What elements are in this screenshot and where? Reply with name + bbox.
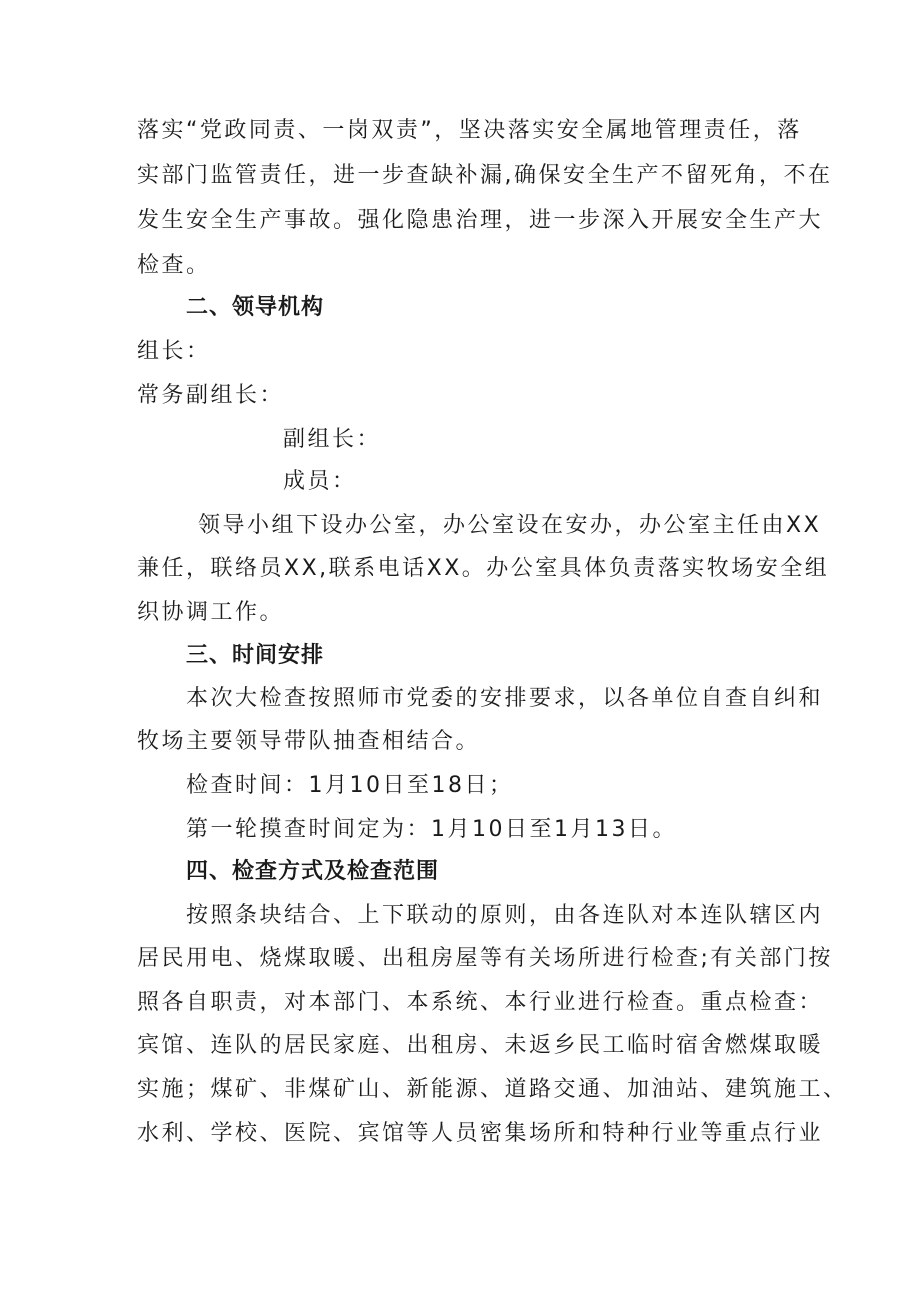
section-4-line-3: 照各自职责，对本部门、本系统、本行业进行检查。重点检查： (137, 990, 824, 1015)
first-round-time: 第一轮摸查时间定为：1月10日至1月13日。 (186, 817, 677, 842)
section-4-line-6: 水利、学校、医院、宾馆等人员密集场所和特种行业等重点行业 (137, 1121, 824, 1146)
group-leader-label: 组长： (137, 339, 211, 364)
deputy-leader-label: 副组长： (283, 427, 382, 452)
section-3-heading: 三、时间安排 (186, 643, 325, 668)
section-4-heading: 四、检查方式及检查范围 (186, 859, 440, 884)
intro-line-1: 落实“党政同责、一岗双责”，坚决落实安全属地管理责任，落 (137, 118, 802, 143)
section-4-line-5: 实施；煤矿、非煤矿山、新能源、道路交通、加油站、建筑施工、 (137, 1077, 848, 1102)
intro-line-3: 发生安全生产事故。强化隐患治理，进一步深入开展安全生产大 (137, 208, 824, 233)
section-4-line-1: 按照条块结合、上下联动的原则，由各连队对本连队辖区内 (186, 903, 824, 928)
section-4-line-2: 居民用电、烧煤取暖、出租房屋等有关场所进行检查;有关部门按 (137, 946, 833, 971)
section-2-heading: 二、领导机构 (186, 295, 325, 320)
members-label: 成员： (283, 469, 357, 494)
executive-deputy-leader-label: 常务副组长： (137, 383, 285, 408)
section-4-line-4: 宾馆、连队的居民家庭、出租房、未返乡民工临时宿舍燃煤取暖 (137, 1033, 824, 1058)
inspection-time: 检查时间：1月10日至18日； (186, 773, 514, 798)
section-3-line-2: 牧场主要领导带队抽查相结合。 (137, 729, 481, 754)
office-line-1: 领导小组下设办公室，办公室设在安办，办公室主任由XX (198, 513, 822, 538)
office-line-2: 兼任，联络员XX,联系电话XX。办公室具体负责落实牧场安全组 (137, 556, 830, 581)
intro-line-4: 检查。 (137, 253, 211, 278)
office-line-3: 织协调工作。 (137, 600, 285, 625)
intro-line-2: 实部门监管责任，进一步查缺补漏,确保安全生产不留死角，不在 (137, 163, 833, 188)
section-3-line-1: 本次大检查按照师市党委的安排要求，以各单位自查自纠和 (186, 686, 824, 711)
